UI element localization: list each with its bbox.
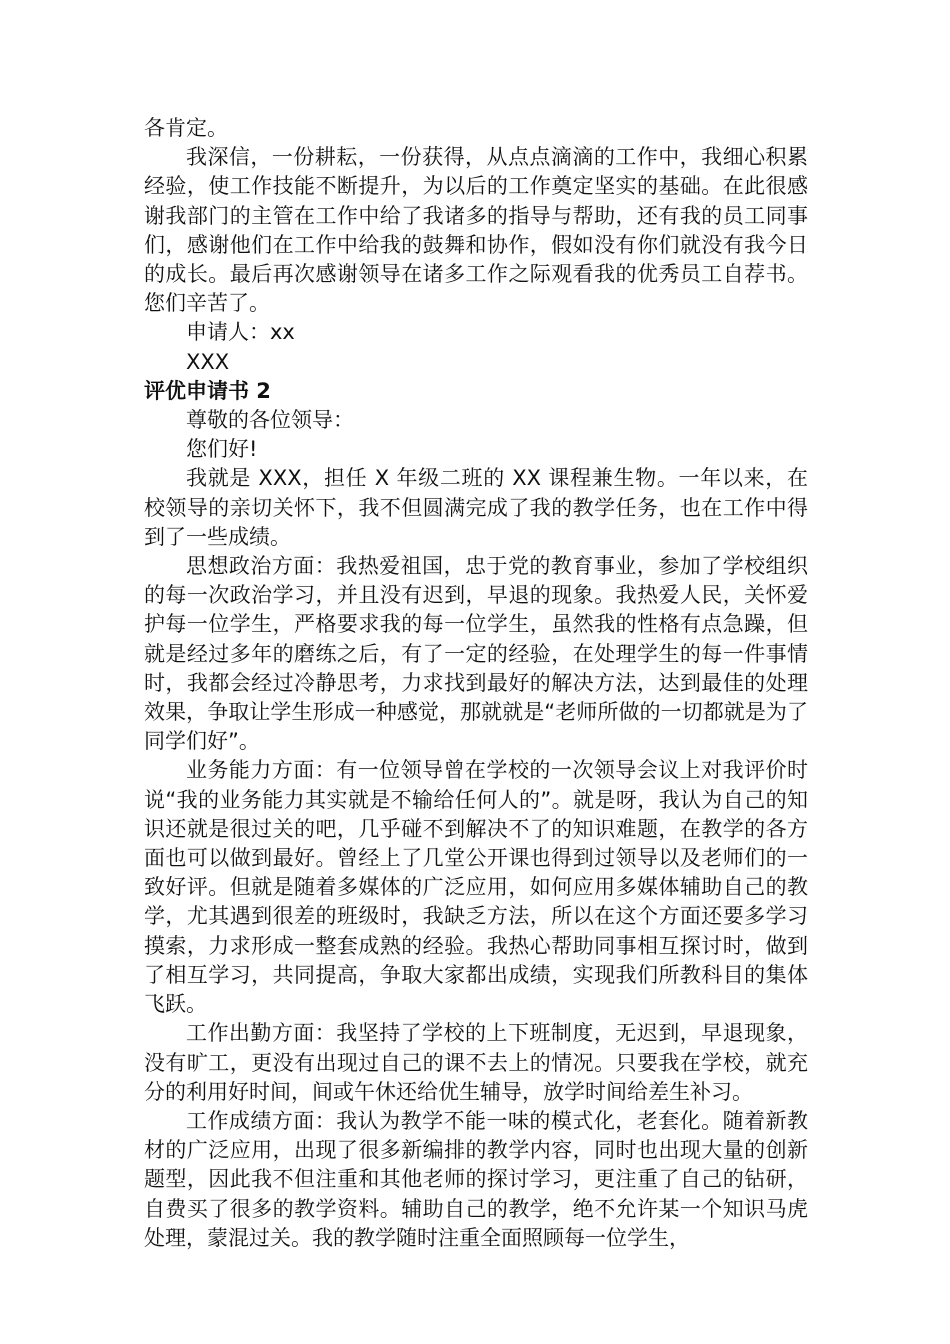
section-heading: 评优申请书 2 (144, 378, 271, 403)
applicant-line: 申请人：xx (186, 320, 295, 345)
paragraph-achievement: 工作成绩方面：我认为教学不能一味的模式化，老套化。随着新教材的广泛应用，出现了很多新编排的教学内容，同时也出现大量的创新题型，因此我不但注重和其他老师的探讨学习，更注重了自己的钻研，自费买了很多的教学资料。辅助自己的教学，绝不允许某一个知识马虎处理，蒙混过关。我的教学随时注重全面照顾每一位学生， (144, 1108, 808, 1250)
paragraph-gratitude: 我深信，一份耕耘，一份获得，从点点滴滴的工作中，我细心积累经验，使工作技能不断提升，为以后的工作奠定坚实的基础。在此很感谢我部门的主管在工作中给了我诸多的指导与帮助，还有我的员工同事们，感谢他们在工作中给我的鼓舞和协作，假如没有你们就没有我今日的成长。最后再次感谢领导在诸多工作之际观看我的优秀员工自荐书。您们辛苦了。 (144, 145, 808, 316)
paragraph-intro: 我就是 XXX，担任 X 年级二班的 XX 课程兼生物。一年以来，在校领导的亲切关怀下，我不但圆满完成了我的教学任务，也在工作中得到了一些成绩。 (144, 466, 808, 549)
paragraph-attendance: 工作出勤方面：我坚持了学校的上下班制度，无迟到，早退现象，没有旷工，更没有出现过自己的课不去上的情况。只要我在学校，就充分的利用好时间，间或午休还给优生辅导，放学时间给差生补习。 (144, 1021, 808, 1104)
salutation: 尊敬的各位领导： (186, 408, 354, 433)
greeting: 您们好! (186, 437, 258, 462)
paragraph-continuation: 各肯定。 (144, 116, 228, 140)
paragraph-politics: 思想政治方面：我热爱祖国，忠于党的教育事业，参加了学校组织的每一次政治学习，并且没有迟到，早退的现象。我热爱人民，关怀爱护每一位学生，严格要求我的每一位学生，虽然我的性格有点急躁，但就是经过多年的磨练之后，有了一定的经验，在处理学生的每一件事情时，我都会经过冷静思考，力求找到最好的解决方法，达到最佳的处理效果，争取让学生形成一种感觉，那就就是“老师所做的一切都就是为了同学们好”。 (144, 554, 808, 754)
paragraph-ability: 业务能力方面：有一位领导曾在学校的一次领导会议上对我评价时说“我的业务能力其实就是不输给任何人的”。就是呀，我认为自己的知识还就是很过关的吧，几乎碰不到解决不了的知识难题，在教学的各方面也可以做到最好。曾经上了几堂公开课也得到过领导以及老师们的一致好评。但就是随着多媒体的广泛应用，如何应用多媒体辅助自己的教学，尤其遇到很差的班级时，我缺乏方法，所以在这个方面还要多学习摸索，力求形成一整套成熟的经验。我热心帮助同事相互探讨时，做到了相互学习，共同提高，争取大家都出成绩，实现我们所教科目的集体飞跃。 (144, 758, 808, 1017)
applicant-name: XXX (186, 349, 230, 374)
document-page (144, 114, 808, 1253)
